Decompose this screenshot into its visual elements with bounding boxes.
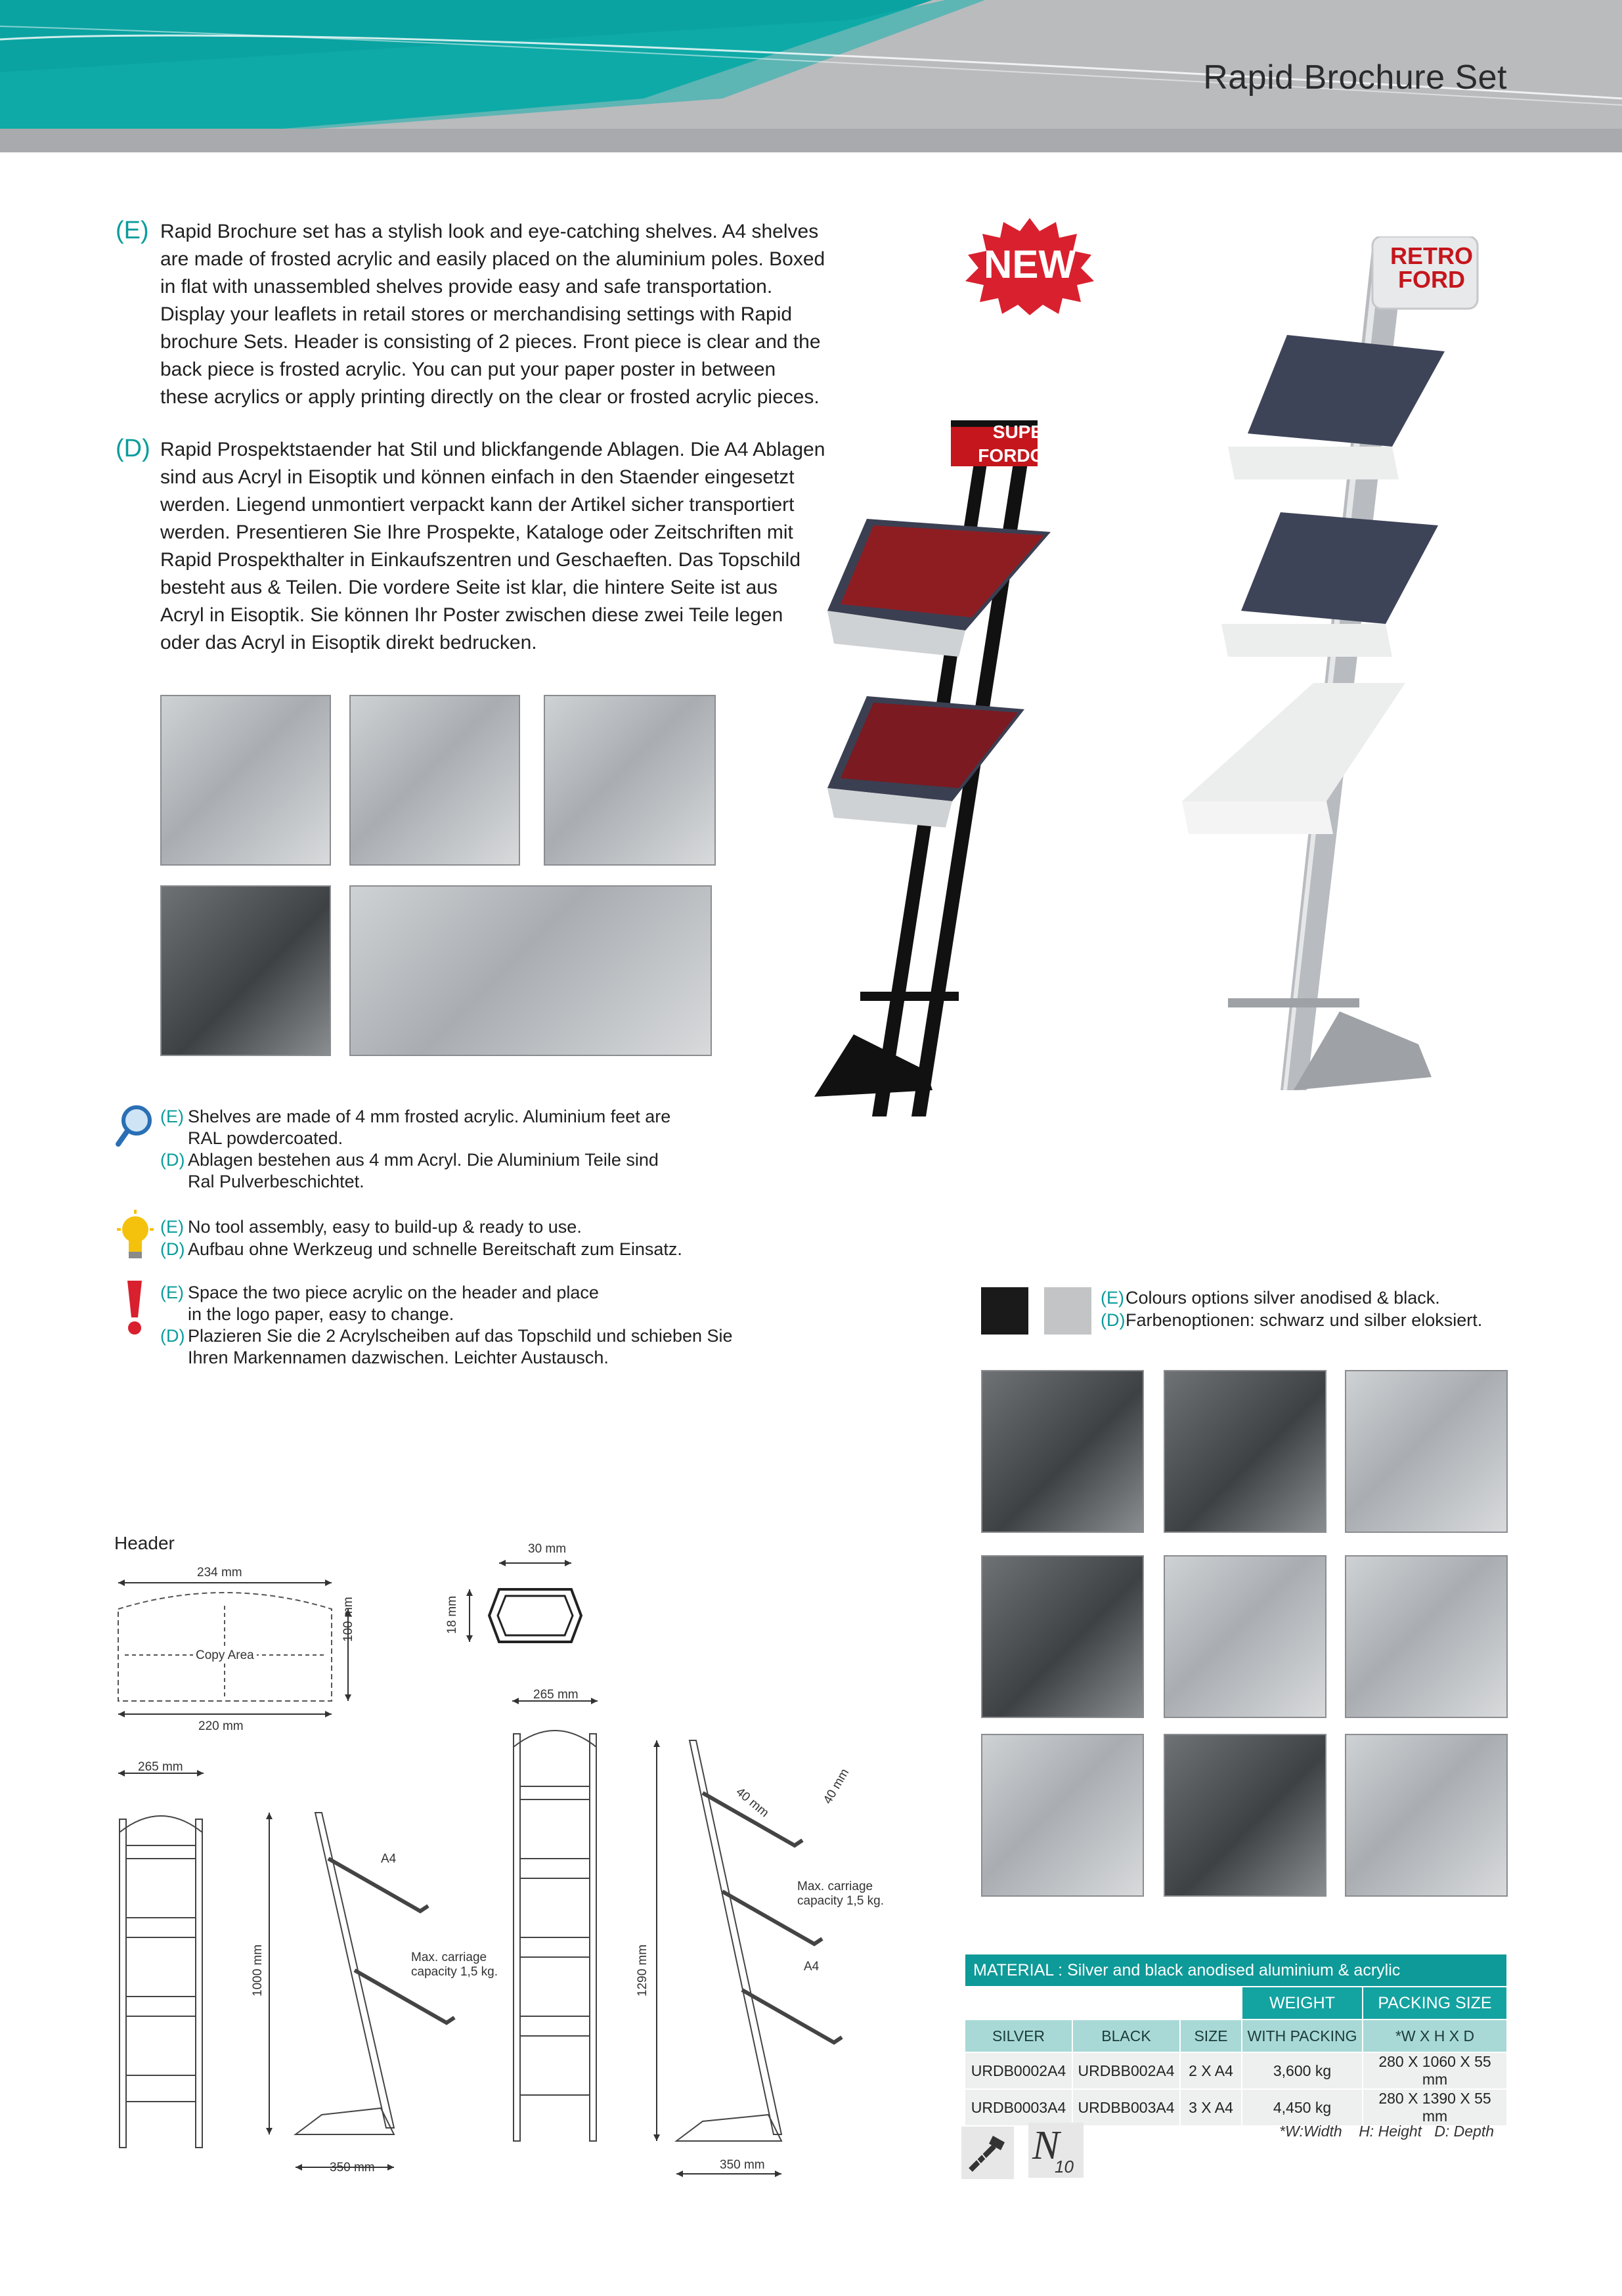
side-small-height-label: 1000 mm bbox=[251, 1944, 265, 1997]
detail-photo-3 bbox=[1345, 1370, 1508, 1533]
magnifier-icon bbox=[114, 1103, 154, 1149]
front-small-width-label: 265 mm bbox=[138, 1760, 183, 1774]
detail-photo-7 bbox=[981, 1734, 1144, 1897]
carriage-large-label: Max. carriage capacity 1,5 kg. bbox=[797, 1880, 885, 1908]
assembly-photo-2 bbox=[349, 695, 520, 866]
table-row bbox=[965, 2089, 1507, 2126]
side-large-depth-label: 350 mm bbox=[720, 2158, 765, 2172]
carriage-small-label: Max. carriage capacity 1,5 kg. bbox=[411, 1951, 498, 1979]
detail-photo-2 bbox=[1164, 1370, 1326, 1533]
header-height-label: 100 mm bbox=[341, 1597, 355, 1642]
detail-photo-8 bbox=[1164, 1734, 1326, 1897]
detail-photo-6 bbox=[1345, 1555, 1508, 1718]
feature-1-en-text: Shelves are made of 4 mm frosted acrylic. Aluminium feet are RAL powdercoated. bbox=[188, 1107, 671, 1148]
detail-photo-1 bbox=[981, 1370, 1144, 1533]
silver-stand-image bbox=[1129, 236, 1497, 1103]
size-column-header: SIZE bbox=[1180, 2020, 1242, 2052]
silver-stand-sign: RETRO FORD bbox=[1390, 242, 1473, 293]
black-stand-image bbox=[775, 407, 1143, 1123]
detail-photo-9 bbox=[1345, 1734, 1508, 1897]
table-cell: URDBB002A4 bbox=[1072, 2052, 1180, 2089]
dimension-footnote: *W:Width H: Height D: Depth bbox=[1279, 2123, 1495, 2140]
feature-3-en-text: Space the two piece acrylic on the header and place in the logo paper, easy to change. bbox=[188, 1283, 599, 1324]
front-view-large-diagram bbox=[506, 1688, 624, 2148]
header-diagram-label: Header bbox=[114, 1533, 175, 1553]
profile-width-label: 30 mm bbox=[528, 1542, 567, 1556]
detail-photo-4 bbox=[981, 1555, 1144, 1718]
shelf-40b-label: 40 mm bbox=[821, 1766, 852, 1807]
a4-large-label: A4 bbox=[804, 1960, 820, 1974]
assembly-photo-5 bbox=[349, 885, 712, 1056]
table-cell: URDBB003A4 bbox=[1072, 2089, 1180, 2126]
feature-2-en-text: No tool assembly, easy to build-up & ready to use. bbox=[188, 1217, 582, 1237]
a4-small-label: A4 bbox=[381, 1852, 397, 1866]
side-small-depth-label: 350 mm bbox=[330, 2161, 375, 2175]
profile-height-label: 18 mm bbox=[445, 1595, 459, 1634]
table-subheader-row bbox=[965, 2020, 1507, 2052]
front-large-width-label: 265 mm bbox=[533, 1688, 579, 1702]
black-column-header: BLACK bbox=[1072, 2020, 1180, 2052]
intro-german-text: Rapid Prospektstaender hat Stil und blickfangende Ablagen. Die A4 Ablagen sind aus Acryl in Eisoptik und können einfach in den Staender eingesetzt werden. Liegend unmontiert verpackt kann der Artikel sicher transportiert werden. Presentieren Sie Ihre Prospekte, Kataloge oder Zeitschriften mit Rapid Prospekthalter in Einkaufszentren und Geschaeften. Das Topschild besteht aus & Teilen. Die vordere Seite ist klar, die hintere Seite ist aus Acryl in Eisoptik. Sie können Ihr Poster zwischen diese zwei Teile legen oder das Acryl in Eisoptik direkt bedrucken. bbox=[160, 439, 825, 653]
feature-3-en-tag: (E) bbox=[160, 1283, 184, 1302]
assembly-photo-1 bbox=[160, 695, 331, 866]
table-cell: 3 X A4 bbox=[1180, 2089, 1242, 2126]
feature-3-de-tag: (D) bbox=[160, 1326, 185, 1346]
shelf-40a-label: 40 mm bbox=[733, 1785, 772, 1821]
packing-header: PACKING SIZE bbox=[1363, 1987, 1507, 2020]
intro-english-text: Rapid Brochure set has a stylish look and eye-catching shelves. A4 shelves are made of frosted acrylic and easily placed on the aluminium poles. Boxed in flat with unassembled shelves provide easy and safe transportation. Display your leaflets in retail stores or merchandising settings with Rapid brochure Sets. Header is consisting of 2 pieces. Front piece is clear and the back piece is frosted acrylic. You can put your paper poster in between these acrylics or apply printing directly on the clear or frosted acrylic pieces. bbox=[160, 221, 825, 408]
table-row bbox=[965, 2052, 1507, 2089]
dimensions-column-header: *W X H X D bbox=[1363, 2020, 1507, 2052]
exclamation-icon bbox=[125, 1281, 144, 1336]
side-large-height-label: 1290 mm bbox=[636, 1944, 649, 1997]
copy-area-label: Copy Area bbox=[193, 1648, 257, 1663]
table-cell: 2 X A4 bbox=[1180, 2052, 1242, 2089]
swatch-silver bbox=[1044, 1287, 1091, 1335]
detail-photo-5 bbox=[1164, 1555, 1326, 1718]
swatch-black bbox=[981, 1287, 1028, 1335]
material-row: MATERIAL : Silver and black anodised aluminium & acrylic bbox=[965, 1954, 1507, 1987]
silver-column-header: SILVER bbox=[965, 2020, 1072, 2052]
spec-blank-cell bbox=[965, 1987, 1242, 2020]
feature-2-en-tag: (E) bbox=[160, 1217, 184, 1237]
assembly-photo-4 bbox=[160, 885, 331, 1056]
table-cell: URDB0003A4 bbox=[965, 2089, 1072, 2126]
table-cell: 280 X 1060 X 55 mm bbox=[1363, 2052, 1507, 2089]
lightbulb-icon bbox=[116, 1210, 155, 1262]
table-cell: URDB0002A4 bbox=[965, 2052, 1072, 2089]
product-code-letter: N bbox=[1032, 2123, 1060, 2168]
black-stand-sign: SUPER FORDORD bbox=[978, 422, 1071, 466]
colours-en-tag: (E) bbox=[1101, 1288, 1124, 1308]
table-cell: 3,600 kg bbox=[1242, 2052, 1363, 2089]
weight-header: WEIGHT bbox=[1242, 1987, 1363, 2020]
german-tag: (D) bbox=[116, 435, 150, 462]
product-code-number: 10 bbox=[1055, 2157, 1074, 2176]
colours-de-tag: (D) bbox=[1101, 1310, 1126, 1330]
feature-1-de-tag: (D) bbox=[160, 1150, 185, 1170]
feature-1-en-tag: (E) bbox=[160, 1107, 184, 1126]
assembly-photo-3 bbox=[544, 695, 716, 866]
side-view-large-diagram bbox=[630, 1727, 906, 2180]
with-packing-column-header: WITH PACKING bbox=[1242, 2020, 1363, 2052]
english-tag: (E) bbox=[116, 217, 149, 244]
feature-1-de-text: Ablagen bestehen aus 4 mm Acryl. Die Aluminium Teile sind Ral Pulverbeschichtet. bbox=[188, 1150, 659, 1191]
new-badge-label: NEW bbox=[984, 242, 1076, 286]
colours-en-text: Colours options silver anodised & black. bbox=[1126, 1288, 1440, 1308]
table-cell: 280 X 1390 X 55 mm bbox=[1363, 2089, 1507, 2126]
spec-table bbox=[964, 1953, 1508, 2127]
feature-2-de-text: Aufbau ohne Werkzeug und schnelle Bereitschaft zum Einsatz. bbox=[188, 1239, 682, 1259]
feature-2-de-tag: (D) bbox=[160, 1239, 185, 1259]
screw-icon bbox=[961, 2127, 1014, 2179]
table-cell: 4,450 kg bbox=[1242, 2089, 1363, 2126]
profile-section-diagram bbox=[440, 1543, 591, 1655]
page-title: Rapid Brochure Set bbox=[1203, 58, 1507, 97]
feature-3-de-text: Plazieren Sie die 2 Acrylscheiben auf das Topschild und schieben Sie Ihren Markennamen dazwischen. Leichter Austausch. bbox=[188, 1326, 733, 1367]
colours-de-text: Farbenoptionen: schwarz und silber eloksiert. bbox=[1126, 1310, 1483, 1330]
header-width-top-label: 234 mm bbox=[197, 1566, 242, 1579]
header-width-bottom-label: 220 mm bbox=[198, 1719, 244, 1733]
front-view-small-diagram bbox=[112, 1760, 230, 2154]
